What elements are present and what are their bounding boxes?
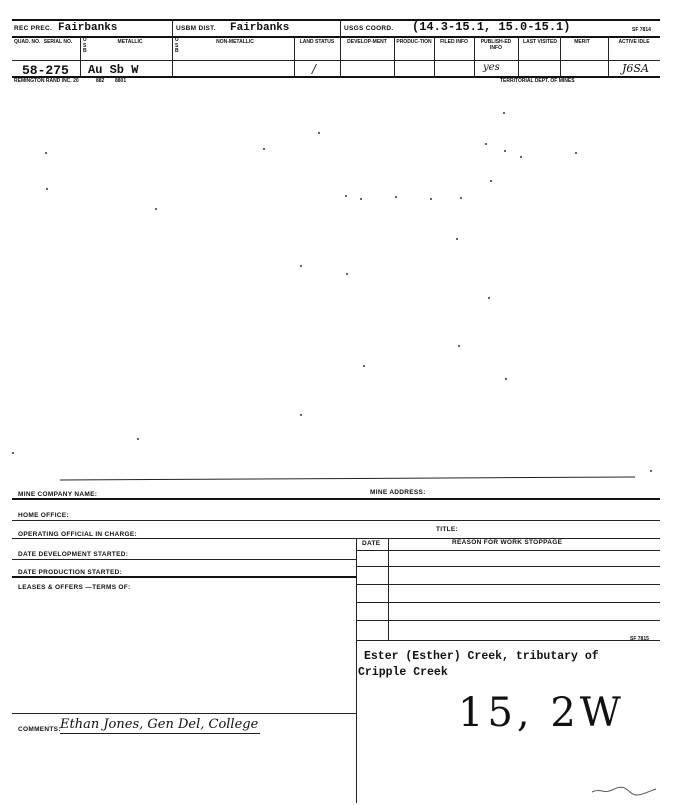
printer-imprint: REMINGTON RAND INC. 20 <box>14 78 79 84</box>
printer-code-b: 8801 <box>115 78 127 84</box>
rec-prec-value: Fairbanks <box>58 22 118 34</box>
form-number-note: SF 7815 <box>630 636 649 642</box>
printer-code-a: 882 <box>96 78 105 84</box>
date-development-started-label: DATE DEVELOPMENT STARTED: <box>18 551 129 558</box>
col-metallic: METALLIC <box>117 39 143 45</box>
note-handwritten-coordinates: 15, 2W <box>458 690 625 736</box>
mine-company-name-label: MINE COMPANY NAME: <box>18 491 98 498</box>
col-merit: MERIT <box>574 39 590 45</box>
col-serial-no: SERIAL NO. <box>43 39 73 45</box>
leases-offers-label: LEASES & OFFERS —TERMS OF: <box>18 584 131 591</box>
record-metallic: Au Sb W <box>88 63 139 77</box>
rec-prec-label: REC PREC. <box>14 25 53 32</box>
signature-scribble <box>590 780 660 798</box>
usbm-dist-value: Fairbanks <box>230 22 290 34</box>
department-imprint: TERRITORIAL DEPT. OF MINES <box>500 78 575 84</box>
home-office-label: HOME OFFICE: <box>18 512 69 519</box>
col-filed-info: FILED INFO <box>440 39 468 45</box>
mine-address-label: MINE ADDRESS: <box>370 489 426 496</box>
col-production: PRODUC-TION <box>396 39 432 45</box>
usgs-coord-label: USGS COORD. <box>344 25 394 32</box>
col-published-info: PUBLISH-ED INFO <box>480 39 512 51</box>
col-usb-codes-nonmetal: U S B <box>175 37 179 54</box>
form-number-top: SF 7814 <box>632 27 651 33</box>
col-last-visited: LAST VISITED <box>523 39 557 45</box>
date-production-started-label: DATE PRODUCTION STARTED: <box>18 569 123 576</box>
col-development: DEVELOP-MENT <box>347 39 387 45</box>
record-quad-serial: 58-275 <box>22 63 69 78</box>
comments-label: COMMENTS: <box>18 726 61 733</box>
col-land-status: LAND STATUS <box>299 39 335 45</box>
col-non-metallic: NON-METALLIC <box>216 39 254 45</box>
col-usb-codes: U S B <box>83 37 87 54</box>
col-quad-no: QUAD. NO. <box>14 39 41 45</box>
record-published-info: yes <box>483 62 500 73</box>
col-active-idle: ACTIVE IDLE <box>618 39 650 45</box>
operating-official-label: OPERATING OFFICIAL IN CHARGE: <box>18 531 137 538</box>
reason-work-stoppage-header: REASON FOR WORK STOPPAGE <box>452 539 563 546</box>
date-column-header: DATE <box>362 540 381 547</box>
comments-value: Ethan Jones, Gen Del, College <box>60 717 259 732</box>
title-label: TITLE: <box>436 526 459 533</box>
note-typed-line-1: Ester (Esther) Creek, tributary of <box>364 650 599 663</box>
record-active-idle: J6SA <box>622 62 649 75</box>
record-land-status: / <box>312 62 317 76</box>
usgs-coord-value: (14.3-15.1, 15.0-15.1) <box>412 20 571 34</box>
note-typed-line-2: Cripple Creek <box>358 666 448 679</box>
usbm-dist-label: USBM DIST. <box>176 25 216 32</box>
